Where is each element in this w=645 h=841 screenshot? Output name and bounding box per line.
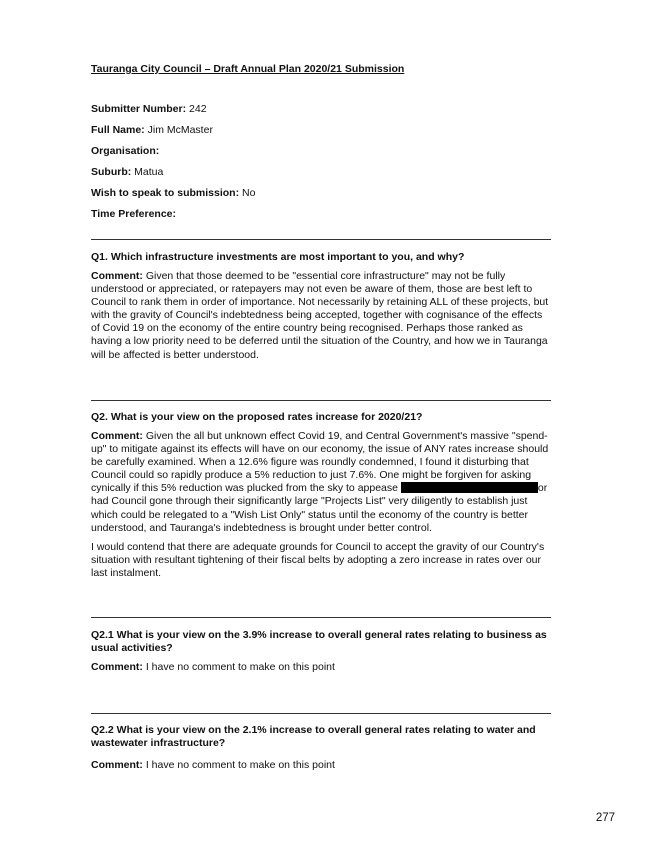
q2-comment bbox=[91, 430, 553, 535]
section-divider bbox=[91, 239, 551, 240]
q2-paragraph-2: I would contend that there are adequate grounds for Council to accept the gravity of our Country's situation with resultant tightening of their fiscal belts by adopting a zero increase in rates over our last instalment. bbox=[91, 541, 545, 580]
comment-label: Comment: bbox=[91, 661, 143, 673]
field-label: Organisation: bbox=[91, 145, 160, 157]
field-value: Matua bbox=[131, 166, 164, 178]
q1-question: Q1. Which infrastructure investments are most important to you, and why? bbox=[91, 251, 465, 263]
q1-comment bbox=[91, 270, 553, 362]
field-label: Suburb: bbox=[91, 166, 132, 178]
comment-label: Comment: bbox=[91, 270, 143, 282]
field-value: 242 bbox=[186, 103, 207, 115]
q2-comment-text-part2: or had Council gone through their significantly large "Projects List" very diligently to establish just which could be relegated to a "Wish List Only" status until the economy of the country is better understood, and Tauranga's indebtedness is brought under better control. bbox=[91, 482, 548, 534]
field-value: No bbox=[239, 187, 256, 199]
field-wish-to-speak bbox=[91, 187, 255, 199]
field-suburb bbox=[91, 166, 163, 178]
field-submitter-number bbox=[91, 103, 207, 115]
field-organisation bbox=[91, 145, 159, 157]
q22-comment-text: I have no comment to make on this point bbox=[142, 759, 335, 771]
section-divider bbox=[91, 617, 551, 618]
q21-comment-text: I have no comment to make on this point bbox=[142, 661, 335, 673]
q2-comment-text-part1: Given the all but unknown effect Covid 19, and Central Government's massive "spend-up" to mitigate against its effects will have on our economy, the issue of ANY rates increase should be carefully examined. When a 12.6% figure was roundly condemned, I found it disturbing that Council could so rapidly produce a 5% reduction to just 7.6%. One might be forgiven for asking cynically if this 5% reduction was plucked from the sky to appease bbox=[91, 430, 549, 495]
q22-question: Q2.2 What is your view on the 2.1% increase to overall general rates relating to water and wastewater infrastructure? bbox=[91, 724, 536, 749]
field-label: Time Preference: bbox=[91, 208, 177, 220]
q21-comment bbox=[91, 661, 553, 674]
document-title: Tauranga City Council – Draft Annual Plan 2020/21 Submission bbox=[91, 63, 405, 75]
field-value: Jim McMaster bbox=[144, 124, 213, 136]
q1-comment-text: Given that those deemed to be "essential core infrastructure" may not be fully understood or appreciated, or ratepayers may not even be aware of them, those are best left to Council to rank them in order of importance. Not necessarily by retaining ALL of these projects, but with the gravity of Council's indebtedness being accepted, together with cognisance of the effects of Covid 19 on the economy of the entire country being recognised. Perhaps those ranked as having a low priority need to be deferred until the situation of the Country, and how we in Tauranga will be affected is better understood. bbox=[91, 270, 549, 361]
field-label: Full Name: bbox=[91, 124, 145, 136]
q2-question: Q2. What is your view on the proposed rates increase for 2020/21? bbox=[91, 411, 423, 423]
comment-label: Comment: bbox=[91, 430, 143, 442]
redaction-block bbox=[401, 482, 538, 493]
section-divider bbox=[91, 400, 551, 401]
q22-comment bbox=[91, 759, 553, 772]
field-label: Submitter Number: bbox=[91, 103, 187, 115]
field-time-preference bbox=[91, 208, 176, 220]
comment-label: Comment: bbox=[91, 759, 143, 771]
field-label: Wish to speak to submission: bbox=[91, 187, 240, 199]
section-divider bbox=[91, 713, 551, 714]
field-full-name bbox=[91, 124, 213, 136]
q21-question: Q2.1 What is your view on the 3.9% increase to overall general rates relating to business as usual activities? bbox=[91, 629, 547, 654]
page-number: 277 bbox=[595, 812, 615, 824]
